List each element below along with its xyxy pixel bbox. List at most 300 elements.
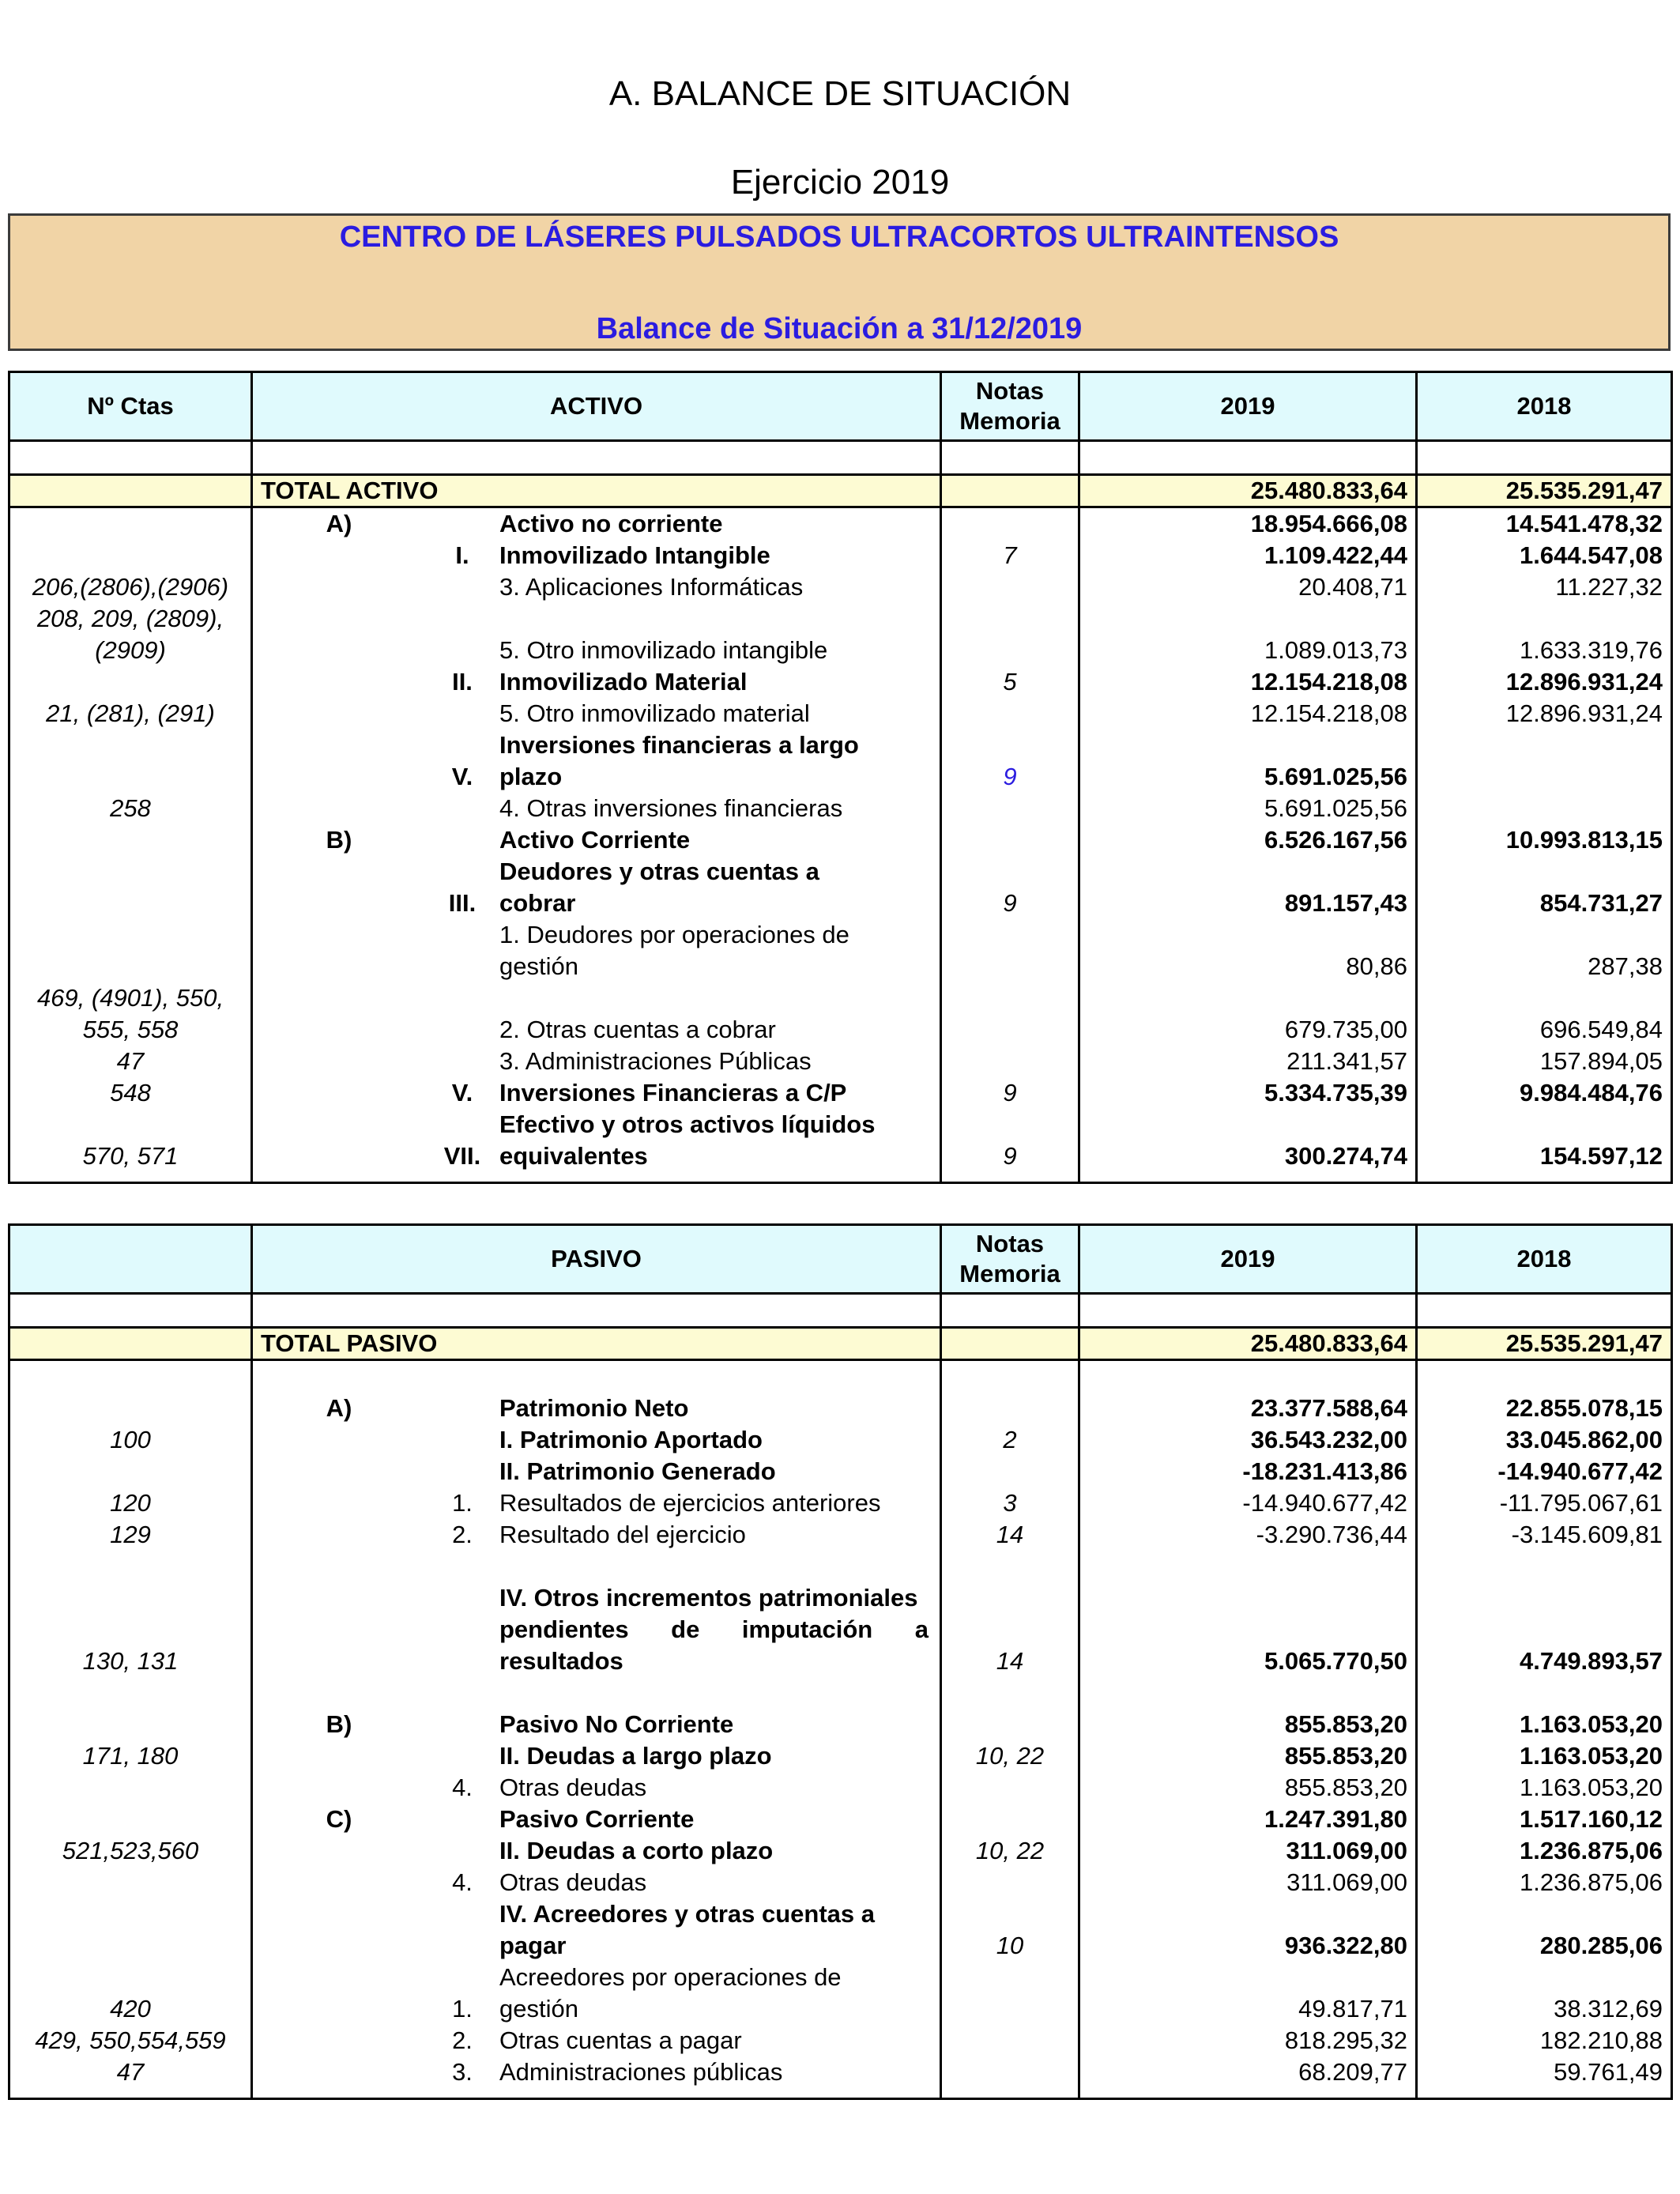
amount-2019 — [1079, 1109, 1417, 1140]
amount-2018: -14.940.677,42 — [1417, 1456, 1672, 1487]
account-codes — [9, 1360, 252, 1393]
amount-2018: 1.163.053,20 — [1417, 1772, 1672, 1804]
pasivo-row — [9, 1456, 1672, 1487]
amount-2019: 300.274,74 — [1079, 1140, 1417, 1172]
line-text: Activo Corriente — [499, 826, 691, 854]
amount-2018: 1.163.053,20 — [1417, 1709, 1672, 1740]
pasivo-header-row — [9, 1225, 1672, 1294]
amount-2019: 5.334.735,39 — [1079, 1077, 1417, 1109]
amount-2018 — [1417, 1109, 1672, 1140]
amount-2018: 1.236.875,06 — [1417, 1867, 1672, 1898]
pasivo-rows — [9, 1360, 1672, 2099]
line-description — [252, 1014, 941, 1046]
amount-2018: 4.749.893,57 — [1417, 1646, 1672, 1677]
line-text: 1. Deudores por operaciones de — [499, 921, 849, 948]
amount-2019: 679.735,00 — [1079, 1014, 1417, 1046]
account-codes — [9, 1109, 252, 1140]
activo-header-row — [9, 372, 1672, 441]
line-text: plazo — [499, 763, 563, 790]
notes-ref — [941, 1677, 1079, 1709]
line-description — [252, 888, 941, 919]
amount-2019: 5.691.025,56 — [1079, 761, 1417, 793]
amount-2019: 5.065.770,50 — [1079, 1646, 1417, 1677]
line-description — [252, 1993, 941, 2025]
amount-2019: 936.322,80 — [1079, 1930, 1417, 1962]
account-codes — [9, 666, 252, 698]
line-text: 4. Otras inversiones financieras — [499, 794, 843, 822]
pasivo-row — [9, 1772, 1672, 1804]
account-codes — [9, 1962, 252, 1993]
entity-name: CENTRO DE LÁSERES PULSADOS ULTRACORTOS ULTRAINTENSOS — [339, 221, 1339, 254]
amount-2018 — [1417, 1962, 1672, 1993]
line-description — [252, 982, 941, 1014]
line-description — [252, 1077, 941, 1109]
section-letter: A) — [326, 1394, 352, 1422]
notes-ref: 5 — [941, 666, 1079, 698]
amount-2018: 9.984.484,76 — [1417, 1077, 1672, 1109]
blank-row — [9, 1294, 1672, 1328]
pasivo-row — [9, 1993, 1672, 2025]
pasivo-row — [9, 1582, 1672, 1614]
account-codes — [9, 540, 252, 571]
amount-2019: -18.231.413,86 — [1079, 1456, 1417, 1487]
amount-2019 — [1079, 1551, 1417, 1582]
account-codes — [9, 1898, 252, 1930]
section-letter: B) — [326, 826, 352, 854]
line-description — [252, 1456, 941, 1487]
page-subtitle: Ejercicio 2019 — [730, 163, 950, 202]
amount-2019: 1.089.013,73 — [1079, 635, 1417, 666]
account-codes: 100 — [9, 1424, 252, 1456]
account-codes — [9, 1930, 252, 1962]
notes-ref — [941, 856, 1079, 888]
notes-ref — [941, 1993, 1079, 2025]
amount-2019 — [1079, 729, 1417, 761]
total-activo-label: TOTAL ACTIVO — [252, 475, 941, 507]
amount-2018 — [1417, 1582, 1672, 1614]
amount-2018: 1.517.160,12 — [1417, 1804, 1672, 1835]
account-codes: 429, 550,554,559 — [9, 2025, 252, 2056]
pasivo-row — [9, 1487, 1672, 1519]
account-codes: 555, 558 — [9, 1014, 252, 1046]
total-activo-2019: 25.480.833,64 — [1079, 475, 1417, 507]
notes-ref: 9 — [941, 1077, 1079, 1109]
item-number: III. — [448, 889, 477, 917]
activo-row — [9, 540, 1672, 571]
amount-2019 — [1079, 856, 1417, 888]
pasivo-table — [8, 1223, 1673, 2100]
notes-ref — [941, 603, 1079, 635]
amount-2018: 12.896.931,24 — [1417, 698, 1672, 729]
account-codes: 171, 180 — [9, 1740, 252, 1772]
notes-ref — [941, 507, 1079, 541]
account-codes: 206,(2806),(2906) — [9, 571, 252, 603]
line-text: II. Patrimonio Generado — [499, 1457, 776, 1485]
account-codes — [9, 856, 252, 888]
line-text: pendientes de imputación a — [499, 1615, 929, 1643]
account-codes — [9, 919, 252, 951]
notes-ref — [941, 1360, 1079, 1393]
col-header-pasivo: PASIVO — [252, 1225, 941, 1294]
item-number: 1. — [452, 1995, 473, 2022]
line-description — [252, 540, 941, 571]
total-pasivo-2019: 25.480.833,64 — [1079, 1328, 1417, 1360]
amount-2018 — [1417, 1360, 1672, 1393]
amount-2019: 855.853,20 — [1079, 1709, 1417, 1740]
amount-2018: 182.210,88 — [1417, 2025, 1672, 2056]
col-header-2019: 2019 — [1079, 1225, 1417, 1294]
account-codes — [9, 1867, 252, 1898]
account-codes: 570, 571 — [9, 1140, 252, 1172]
line-text: Otras deudas — [499, 1774, 647, 1801]
pasivo-row — [9, 1424, 1672, 1456]
line-description — [252, 1140, 941, 1172]
activo-row — [9, 1014, 1672, 1046]
amount-2019: 6.526.167,56 — [1079, 824, 1417, 856]
activo-row — [9, 856, 1672, 888]
amount-2019 — [1079, 1962, 1417, 1993]
amount-2019: 20.408,71 — [1079, 571, 1417, 603]
line-description — [252, 951, 941, 982]
amount-2019 — [1079, 1614, 1417, 1646]
activo-row — [9, 761, 1672, 793]
total-activo-2018: 25.535.291,47 — [1417, 475, 1672, 507]
item-number: VII. — [443, 1142, 481, 1170]
amount-2019 — [1079, 919, 1417, 951]
line-text: 5. Otro inmovilizado material — [499, 699, 810, 727]
pasivo-row — [9, 2025, 1672, 2056]
amount-2019: 311.069,00 — [1079, 1835, 1417, 1867]
activo-row — [9, 603, 1672, 635]
col-header-2018: 2018 — [1417, 1225, 1672, 1294]
amount-2018: 14.541.478,32 — [1417, 507, 1672, 541]
col-header-2019: 2019 — [1079, 372, 1417, 441]
notes-ref — [941, 698, 1079, 729]
notes-ref — [941, 2056, 1079, 2088]
notes-ref — [941, 1962, 1079, 1993]
account-codes — [9, 1804, 252, 1835]
activo-rows — [9, 507, 1672, 1183]
notes-ref — [941, 982, 1079, 1014]
total-pasivo-row — [9, 1328, 1672, 1360]
section-letter: C) — [326, 1805, 352, 1833]
line-description — [252, 1677, 941, 1709]
account-codes: 47 — [9, 2056, 252, 2088]
account-codes — [9, 824, 252, 856]
activo-row — [9, 507, 1672, 541]
amount-2018: 1.236.875,06 — [1417, 1835, 1672, 1867]
notes-ref: 10 — [941, 1930, 1079, 1962]
line-description — [252, 603, 941, 635]
notes-ref: 3 — [941, 1487, 1079, 1519]
notes-ref: 10, 22 — [941, 1835, 1079, 1867]
line-text: Otras cuentas a pagar — [499, 2026, 742, 2054]
total-pasivo-2018: 25.535.291,47 — [1417, 1328, 1672, 1360]
amount-2018: 854.731,27 — [1417, 888, 1672, 919]
line-description — [252, 507, 941, 541]
amount-2019 — [1079, 1898, 1417, 1930]
amount-2019: 68.209,77 — [1079, 2056, 1417, 2088]
item-number: 4. — [452, 1774, 473, 1801]
amount-2019: 855.853,20 — [1079, 1740, 1417, 1772]
pasivo-row — [9, 1551, 1672, 1582]
amount-2019: 23.377.588,64 — [1079, 1393, 1417, 1424]
line-description — [252, 1962, 941, 1993]
col-header-notas: Notas Memoria — [941, 1225, 1079, 1294]
pasivo-row — [9, 1393, 1672, 1424]
amount-2018: 10.993.813,15 — [1417, 824, 1672, 856]
amount-2019: 211.341,57 — [1079, 1046, 1417, 1077]
line-description — [252, 1804, 941, 1835]
amount-2019: 80,86 — [1079, 951, 1417, 982]
total-activo-row — [9, 475, 1672, 507]
line-text: II. Deudas a largo plazo — [499, 1742, 772, 1770]
line-description — [252, 1109, 941, 1140]
col-header-ctas — [9, 1225, 252, 1294]
line-text: Acreedores por operaciones de — [499, 1963, 842, 1991]
line-text: equivalentes — [499, 1142, 648, 1170]
amount-2018 — [1417, 1614, 1672, 1646]
line-description — [252, 1393, 941, 1424]
amount-2019 — [1079, 1677, 1417, 1709]
line-text: Inmovilizado Intangible — [499, 541, 770, 569]
amount-2018: 280.285,06 — [1417, 1930, 1672, 1962]
line-description — [252, 1867, 941, 1898]
table-bottom-padding — [9, 1172, 1672, 1183]
notes-ref: 14 — [941, 1519, 1079, 1551]
amount-2018 — [1417, 603, 1672, 635]
line-text: Patrimonio Neto — [499, 1394, 689, 1422]
line-text: IV. Otros incrementos patrimoniales — [499, 1584, 918, 1612]
amount-2018: 696.549,84 — [1417, 1014, 1672, 1046]
account-codes — [9, 1456, 252, 1487]
pasivo-row — [9, 1677, 1672, 1709]
activo-row — [9, 1109, 1672, 1140]
notes-ref — [941, 2025, 1079, 2056]
col-header-ctas: Nº Ctas — [9, 372, 252, 441]
amount-2019: 18.954.666,08 — [1079, 507, 1417, 541]
line-description — [252, 1740, 941, 1772]
total-pasivo-label: TOTAL PASIVO — [252, 1328, 941, 1360]
pasivo-row — [9, 1646, 1672, 1677]
account-codes — [9, 888, 252, 919]
item-number: 2. — [452, 2026, 473, 2054]
amount-2019: -3.290.736,44 — [1079, 1519, 1417, 1551]
amount-2018 — [1417, 793, 1672, 824]
activo-row — [9, 1140, 1672, 1172]
line-description — [252, 1582, 941, 1614]
line-text: cobrar — [499, 889, 576, 917]
amount-2018 — [1417, 1551, 1672, 1582]
amount-2018: -3.145.609,81 — [1417, 1519, 1672, 1551]
amount-2018: 38.312,69 — [1417, 1993, 1672, 2025]
line-text: Inversiones financieras a largo — [499, 731, 859, 759]
activo-row — [9, 919, 1672, 951]
account-codes — [9, 729, 252, 761]
amount-2019 — [1079, 982, 1417, 1014]
line-text: I. Patrimonio Aportado — [499, 1426, 763, 1453]
notes-ref: 2 — [941, 1424, 1079, 1456]
line-description — [252, 1487, 941, 1519]
notes-ref — [941, 1109, 1079, 1140]
notes-ref — [941, 1046, 1079, 1077]
blank-row — [9, 441, 1672, 475]
account-codes — [9, 1393, 252, 1424]
amount-2018: 154.597,12 — [1417, 1140, 1672, 1172]
line-text: 3. Aplicaciones Informáticas — [499, 573, 804, 601]
amount-2019: 311.069,00 — [1079, 1867, 1417, 1898]
activo-row — [9, 729, 1672, 761]
notes-ref — [941, 793, 1079, 824]
notes-ref: 10, 22 — [941, 1740, 1079, 1772]
amount-2018: 22.855.078,15 — [1417, 1393, 1672, 1424]
line-description — [252, 1424, 941, 1456]
line-description — [252, 793, 941, 824]
notes-ref — [941, 919, 1079, 951]
line-description — [252, 1898, 941, 1930]
pasivo-row — [9, 1898, 1672, 1930]
pasivo-row — [9, 1519, 1672, 1551]
amount-2018: 157.894,05 — [1417, 1046, 1672, 1077]
account-codes: 47 — [9, 1046, 252, 1077]
account-codes: 208, 209, (2809), — [9, 603, 252, 635]
line-description — [252, 1614, 941, 1646]
amount-2019: 855.853,20 — [1079, 1772, 1417, 1804]
notes-ref — [941, 1804, 1079, 1835]
notes-ref: 9 — [941, 761, 1079, 793]
line-text: Inversiones Financieras a C/P — [499, 1079, 847, 1106]
entity-header-box — [8, 213, 1671, 351]
activo-row — [9, 666, 1672, 698]
amount-2018: 59.761,49 — [1417, 2056, 1672, 2088]
account-codes — [9, 1582, 252, 1614]
activo-row — [9, 571, 1672, 603]
notes-ref — [941, 635, 1079, 666]
statement-title: Balance de Situación a 31/12/2019 — [596, 312, 1083, 345]
account-codes: 258 — [9, 793, 252, 824]
line-text: Pasivo Corriente — [499, 1805, 695, 1833]
line-text: 5. Otro inmovilizado intangible — [499, 636, 828, 664]
notes-ref — [941, 1772, 1079, 1804]
page-title: A. BALANCE DE SITUACIÓN — [608, 74, 1072, 113]
account-codes — [9, 951, 252, 982]
notes-ref — [941, 729, 1079, 761]
line-text: Efectivo y otros activos líquidos — [499, 1110, 876, 1138]
item-number: V. — [451, 763, 473, 790]
account-codes — [9, 1772, 252, 1804]
amount-2018 — [1417, 1677, 1672, 1709]
pasivo-row — [9, 1709, 1672, 1740]
account-codes: 120 — [9, 1487, 252, 1519]
amount-2018 — [1417, 856, 1672, 888]
amount-2019: 818.295,32 — [1079, 2025, 1417, 2056]
amount-2019: 49.817,71 — [1079, 1993, 1417, 2025]
amount-2019: 5.691.025,56 — [1079, 793, 1417, 824]
line-description — [252, 1709, 941, 1740]
amount-2019 — [1079, 1582, 1417, 1614]
pasivo-row — [9, 1614, 1672, 1646]
pasivo-row — [9, 1740, 1672, 1772]
account-codes: 129 — [9, 1519, 252, 1551]
line-description — [252, 1551, 941, 1582]
notes-ref: 9 — [941, 888, 1079, 919]
item-number: II. — [452, 668, 473, 696]
account-codes — [9, 1677, 252, 1709]
activo-row — [9, 888, 1672, 919]
account-codes: 469, (4901), 550, — [9, 982, 252, 1014]
amount-2018: 1.644.547,08 — [1417, 540, 1672, 571]
line-text: resultados — [499, 1647, 623, 1675]
col-header-activo: ACTIVO — [252, 372, 941, 441]
line-description — [252, 1519, 941, 1551]
line-text: Inmovilizado Material — [499, 668, 748, 696]
account-codes — [9, 1614, 252, 1646]
notes-ref: 9 — [941, 1140, 1079, 1172]
line-text: Deudores y otras cuentas a — [499, 858, 819, 885]
line-description — [252, 1646, 941, 1677]
amount-2019: 12.154.218,08 — [1079, 698, 1417, 729]
activo-table — [8, 371, 1673, 1184]
account-codes — [9, 1551, 252, 1582]
line-text: gestión — [499, 952, 578, 980]
pasivo-row — [9, 1962, 1672, 1993]
pasivo-row — [9, 1867, 1672, 1898]
notes-ref — [941, 1898, 1079, 1930]
line-text: Otras deudas — [499, 1868, 647, 1896]
amount-2018 — [1417, 729, 1672, 761]
activo-row — [9, 951, 1672, 982]
line-text: Resultado del ejercicio — [499, 1521, 746, 1548]
line-description — [252, 1930, 941, 1962]
activo-row — [9, 1046, 1672, 1077]
section-letter: B) — [326, 1710, 352, 1738]
amount-2019: 1.247.391,80 — [1079, 1804, 1417, 1835]
item-number: 1. — [452, 1489, 473, 1517]
activo-row — [9, 982, 1672, 1014]
amount-2018 — [1417, 982, 1672, 1014]
notes-ref — [941, 571, 1079, 603]
notes-ref — [941, 1014, 1079, 1046]
amount-2018: 12.896.931,24 — [1417, 666, 1672, 698]
account-codes — [9, 507, 252, 541]
item-number: I. — [455, 541, 469, 569]
notes-ref — [941, 1393, 1079, 1424]
line-description — [252, 856, 941, 888]
line-description — [252, 2056, 941, 2088]
line-description — [252, 666, 941, 698]
line-text: 2. Otras cuentas a cobrar — [499, 1016, 776, 1043]
account-codes — [9, 1709, 252, 1740]
amount-2019 — [1079, 1360, 1417, 1393]
line-text: Pasivo No Corriente — [499, 1710, 734, 1738]
notes-ref — [941, 1456, 1079, 1487]
notes-ref — [941, 1709, 1079, 1740]
line-description — [252, 919, 941, 951]
amount-2018: 11.227,32 — [1417, 571, 1672, 603]
line-description — [252, 571, 941, 603]
amount-2019: -14.940.677,42 — [1079, 1487, 1417, 1519]
account-codes: 21, (281), (291) — [9, 698, 252, 729]
amount-2018: 33.045.862,00 — [1417, 1424, 1672, 1456]
pasivo-row — [9, 1835, 1672, 1867]
amount-2019: 891.157,43 — [1079, 888, 1417, 919]
notes-ref: 14 — [941, 1646, 1079, 1677]
line-description — [252, 761, 941, 793]
line-text: Administraciones públicas — [499, 2058, 783, 2086]
amount-2018: 287,38 — [1417, 951, 1672, 982]
line-description — [252, 698, 941, 729]
account-codes: 130, 131 — [9, 1646, 252, 1677]
